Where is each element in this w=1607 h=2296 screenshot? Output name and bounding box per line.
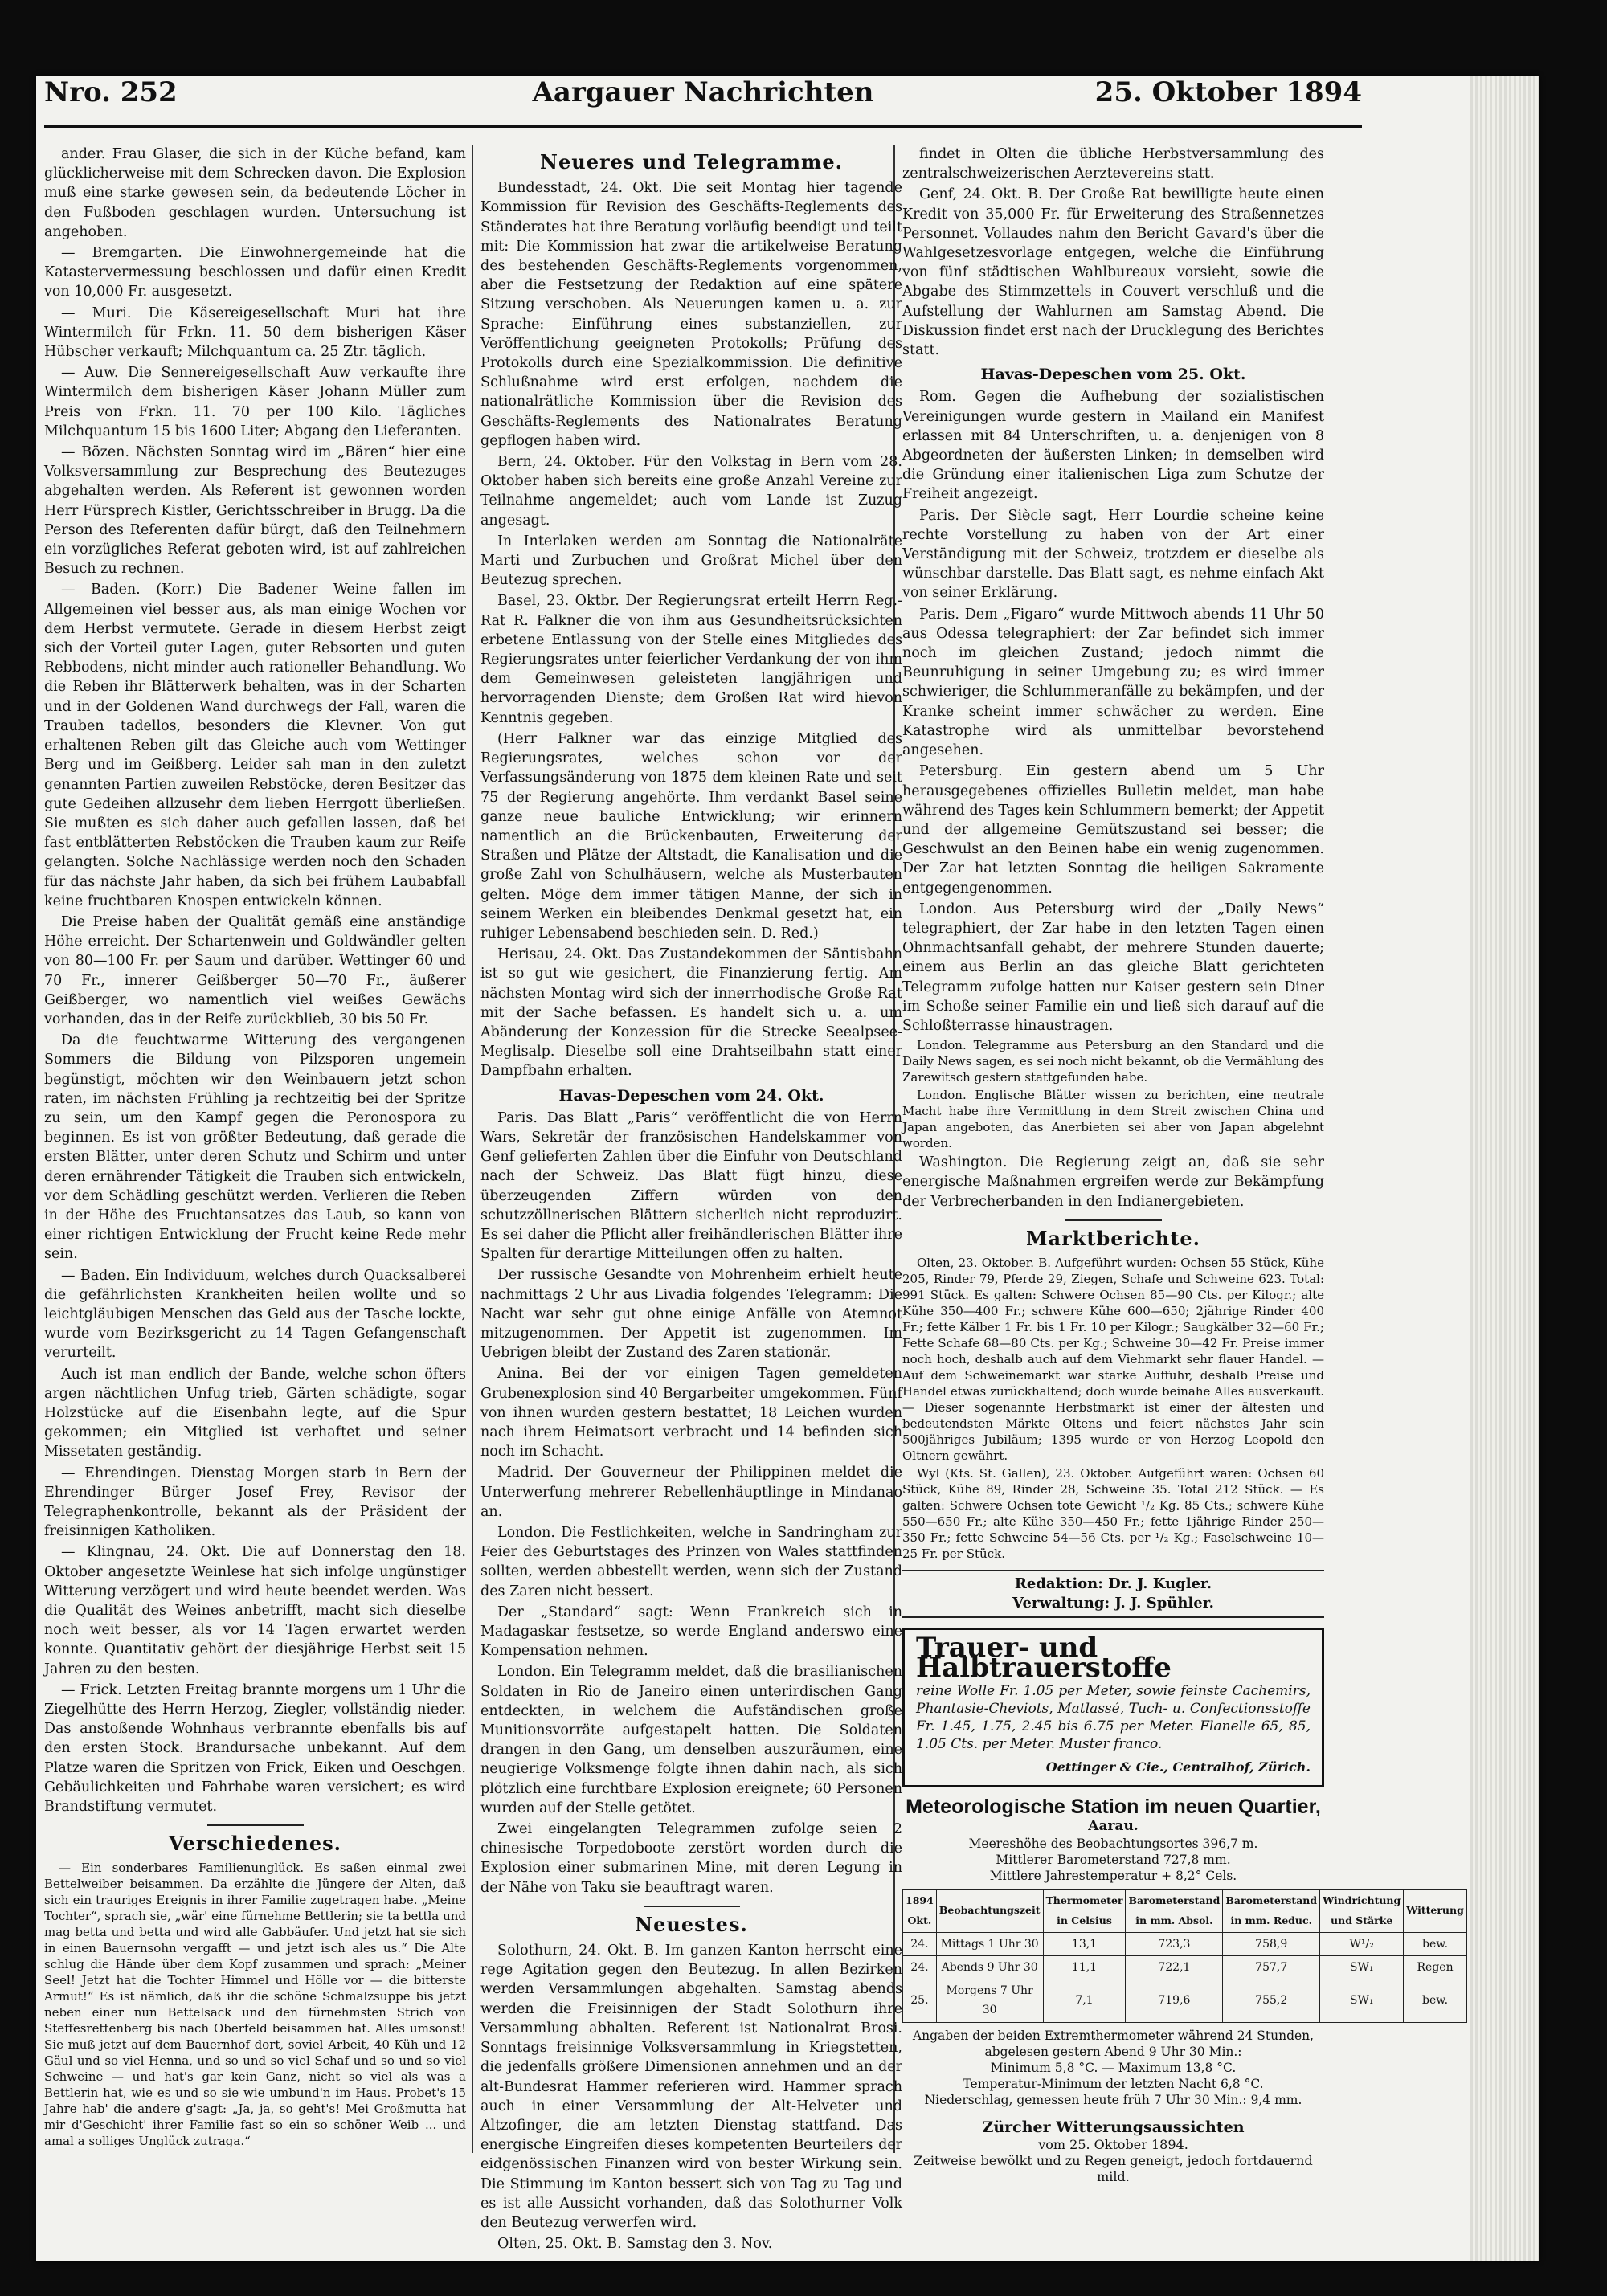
meteo-line: Temperatur-Minimum der letzten Nacht 6,8 °C.: [963, 2076, 1264, 2091]
article-paragraph: Rom. Gegen die Aufhebung der sozialistischen Vereinigungen wurde gestern in Mailand ein Manifest erlassen mit 84 Unterschriften, u. a. denjenigen von 8 Abgeordneten der äußersten Linken; in demselben wird die Gründung einer italienischen Liga zum Schutze der Freiheit angezeigt.: [902, 389, 1324, 503]
section-heading-telegramme: Neueres und Telegramme.: [540, 150, 843, 174]
meteo-line: Meereshöhe des Beobachtungsortes 396,7 m.: [968, 1836, 1258, 1852]
meteo-line: Minimum 5,8 °C. — Maximum 13,8 °C.: [990, 2060, 1237, 2075]
article-paragraph: Genf, 24. Okt. B. Der Große Rat bewilligte heute einen Kredit von 35,000 Fr. für Erweiterung des Straßennetzes Personnet. Vollaudes nahm den Bericht Gavard's über die Wahlgesetzesvorlage entgegen, welche die Einführung von fünf städtischen Wahlbureaux vorsieht, sowie die Abgabe des Stimmzettels in Couvert verschluß und die Aufstellung der Wahlurnen am Samstag Abend. Die Diskussion findet erst nach der Drucklegung des Berichtes statt.: [902, 186, 1324, 359]
article-paragraph: London. Die Festlichkeiten, welche in Sandringham zur Feier des Geburtstages des Prinzen von Wales stattfinden sollten, werden abbestellt werden, wenn sich der Zustand des Zaren nicht bessert.: [480, 1525, 902, 1599]
page-edge-stack: [1470, 76, 1539, 2261]
table-cell: 24.: [903, 1932, 937, 1955]
advertisement-trauerstoffe: [902, 1628, 1324, 1787]
article-paragraph: — Bözen. Nächsten Sonntag wird im „Bären“ hier eine Volksversammlung zur Besprechung des Beutezuges abgehalten werden. Als Referent ist gewonnen worden Herr Fürsprech Kistler, Gerichtsschreiber in Brugg. Da die Person des Referenten dafür bürgt, daß den Teilnehmern ein vorzügliches Referat geboten wird, ist auf zahlreichen Besuch zu rechnen.: [44, 444, 466, 578]
forecast-text: Zeitweise bewölkt und zu Regen geneigt, jedoch fortdauernd mild.: [914, 2152, 1313, 2184]
article-paragraph: Die Preise haben der Qualität gemäß eine anständige Höhe erreicht. Der Schartenwein und Goldwändler gelten von 80—100 Fr. per Saum und darüber. Wettinger 60 und 70 Fr., innerer Geißberger 50—70 Fr., äußerer Geißberger, wo namentlich viel weißes Gewächs vorhanden, das in der Reife zurückblieb, 30 bis 50 Fr.: [44, 913, 466, 1027]
forecast-title: Zürcher Witterungsaussichten: [982, 2118, 1245, 2136]
section-heading-verschiedenes: Verschiedenes.: [169, 1832, 341, 1856]
column-3: [902, 145, 1464, 2185]
section-heading-marktberichte: Marktberichte.: [1025, 1226, 1201, 1250]
table-cell: 719,6: [1126, 1979, 1223, 2022]
article-paragraph: London. Ein Telegramm meldet, daß die brasilianischen Soldaten in Rio de Janeiro einen unterirdischen Gang entdeckten, in welchem die Aufständischen große Munitionsvorräte aufgestapelt hatten. Die Soldaten drangen in den Gang, um denselben auszuräumen, eine neugierige Volksmenge folgte ihnen dahin nach, als sich plötzlich eine furchtbare Explosion ereignete; 60 Personen wurden auf der Stelle getötet.: [480, 1664, 902, 1816]
table-cell: 723,3: [1126, 1932, 1223, 1955]
table-cell: Regen: [1404, 1955, 1467, 1979]
table-row: [903, 1955, 1467, 1979]
article-paragraph: — Ehrendingen. Dienstag Morgen starb in Bern der Ehrendinger Bürger Josef Frey, Revisor der Telegraphenkontrolle, bekannt als der Präsident der freisinnigen Katholiken.: [44, 1465, 466, 1540]
column-header: Barometerstand in mm. Absol.: [1126, 1890, 1223, 1932]
meteo-title: Meteorologische Station im neuen Quartier,: [906, 1795, 1321, 1818]
table-cell: 24.: [903, 1955, 937, 1979]
table-cell: Morgens 7 Uhr 30: [936, 1979, 1043, 2022]
meteo-line: Mittlere Jahrestemperatur + 8,2° Cels.: [989, 1869, 1237, 1884]
column-header: Thermometer in Celsius: [1043, 1890, 1126, 1932]
article-paragraph: — Klingnau, 24. Okt. Die auf Donnerstag den 18. Oktober angesetzte Weinlese hat sich infolge ungünstiger Witterung verzögert und wird heute beendet werden. Was die Qualität des Weines anbetrifft, macht sich dieselbe noch weit besser, als vor 14 Tagen erwartet werden konnte. Quantitativ gehört der diesjährige Herbst seit 15 Jahren zu den besten.: [44, 1544, 466, 1677]
article-paragraph: — Frick. Letzten Freitag brannte morgens um 1 Uhr die Ziegelhütte des Herrn Herzog, Ziegler, vollständig nieder. Das anstoßende Wohnhaus verbrannte ebenfalls bis auf den ersten Stock. Brandursache unbekannt. Auf dem Platze waren die Spritzen von Frick, Eiken und Oeschgen. Gebäulichkeiten und Fahrhabe waren versichert; es wird Brandstiftung vermutet.: [44, 1681, 466, 1816]
article-paragraph: — Auw. Die Sennereigesellschaft Auw verkaufte ihre Wintermilch dem bisherigen Käser Johann Müller zum Preis von Frkn. 11. 70 per 100 Kilo. Tägliches Milchquantum 15 bis 1600 Liter; Abgang den Lieferanten.: [44, 365, 466, 439]
column-header: Beobachtungszeit: [936, 1890, 1043, 1932]
issue-number: Nro. 252: [44, 76, 178, 108]
table-cell: 25.: [903, 1979, 937, 2022]
column-header: Witterung: [1404, 1890, 1467, 1932]
article-paragraph: Solothurn, 24. Okt. B. Im ganzen Kanton herrscht eine rege Agitation gegen den Beutezug. In allen Bezirken werden Versammlungen abgehalten. Samstag abends werden die Freisinnigen der Stadt Solothurn ihre Versammlung abhalten. Referent ist Nationalrat Brosi. Sonntags freisinnige Volksversammlung in Kriegstetten, die jedenfalls größere Dimensionen annehmen und an der alt-Bundesrat Hammer referieren wird. Hammer sprach auch in einer Versammlung der Alt-Helveter und Altzofinger, die am letzten Dienstag stattfand. Das energische Eingreifen dieses kompetenten Beurteilers der eidgenössischen Finanzen wird von bester Wirkung sein. Die Stimmung im Kanton bessert sich von Tag zu Tag und es ist alle Aussicht vorhanden, daß das Solothurner Volk den Beutezug verwerfen wird.: [480, 1943, 902, 2231]
masthead: [44, 76, 1362, 125]
table-cell: bew.: [1404, 1932, 1467, 1955]
newspaper-title: Aargauer Nachrichten: [532, 76, 874, 108]
article-paragraph: Paris. Der Siècle sagt, Herr Lourdie scheine keine rechte Vorstellung zu haben von der Art einer Verständigung mit der Schweiz, trotzdem er dieselbe als wünschbar darstelle. Das Blatt sagt, es nehme einfach Akt von seiner Erklärung.: [902, 507, 1324, 602]
article-paragraph: — Baden. (Korr.) Die Badener Weine fallen im Allgemeinen viel besser aus, als man einige Wochen vor dem Herbst vermutete. Gerade in diesem Herbst zeigt sich der Vorteil guter Lagen, guter Rebsorten und guten Rebbodens, nicht minder auch rationeller Behandlung. Wo die Reben ihr Blätterwerk behalten, was in der Scharten und in der Goldenen Wand durchwegs der Fall, waren die Trauben tadellos, besonders die Klevner. Von gut erhaltenen Reben gilt das Gleiche auch vom Wettinger Berg und im Geißberg. Leider sah man in den zuletzt genannten Partien zuweilen Rebstöcke, deren Besitzer das gute Gedeihen allzusehr dem lieben Herrgott überließen. Sie mußten es sich daher auch gefallen lassen, daß bei fast entblätterten Rebstöcken die Trauben kaum zur Reife gelangten. Solche Nachlässige werden noch den Schaden für das nächste Jahr haben, da sich bei frühem Laubabfall keine fruchtbaren Knospen entwickeln können.: [44, 582, 466, 909]
article-paragraph: Da die feuchtwarme Witterung des vergangenen Sommers die Bildung von Pilzsporen ungemein begünstigt, möchten wir den Weinbauern jetzt schon raten, im nächsten Frühling ja rechtzeitig bei der Spritze zu sein, um den Kampf gegen die Peronospora zu beginnen. Es ist von größter Bedeutung, daß gerade die ersten Blätter, unter deren Schutz und Schirm und unter deren ernährender Tätigkeit die Trauben sich entwickeln, vor dem Schädling geschützt werden. Verlieren die Reben in der Höhe des Fruchtansatzes das Laub, so kann von einer richtigen Entwicklung der Frucht keine Rede mehr sein.: [44, 1032, 466, 1263]
issue-date: 25. Oktober 1894: [1094, 76, 1362, 108]
section-rule: [207, 1824, 304, 1826]
article-paragraph: Bern, 24. Oktober. Für den Volkstag in Bern vom 28. Oktober haben sich bereits eine große Anzahl Vereine zur Teilnahme angemeldet; auch vom Lande ist Zuzug angesagt.: [480, 454, 902, 529]
article-paragraph: Der „Standard“ sagt: Wenn Frankreich sich in Madagaskar festsetze, so werde England anderswo eine Kompensation nehmen.: [480, 1604, 902, 1660]
article-paragraph: Madrid. Der Gouverneur der Philippinen meldet die Unterwerfung mehrerer Rebellenhäuptlinge in Mindanao an.: [480, 1465, 902, 1520]
article-paragraph: London. Telegramme aus Petersburg an den Standard und die Daily News sagen, es sei noch nicht bekannt, ob die Vermählung des Zarewitsch gestern stattgefunden habe.: [902, 1038, 1324, 1085]
table-row: [903, 1932, 1467, 1955]
article-paragraph: Der russische Gesandte von Mohrenheim erhielt heute nachmittags 2 Uhr aus Livadia folgendes Telegramm: Die Nacht war sehr gut ohne einige Anfälle von Atemnot mitzugenommen. Der Appetit ist zugenommen. Im Uebrigen bleibt der Zustand des Zaren stationär.: [480, 1267, 902, 1362]
article-paragraph: findet in Olten die übliche Herbstversammlung des zentralschweizerischen Aerztevereins statt.: [902, 146, 1324, 182]
article-paragraph: — Muri. Die Käsereigesellschaft Muri hat ihre Wintermilch für Frkn. 11. 50 dem bisherigen Käser Hübscher verkauft; Milchquantum ca. 25 Ztr. täglich.: [44, 304, 466, 361]
column-2: [480, 145, 902, 2255]
verwaltung-line: Verwaltung: J. J. Spühler.: [1012, 1595, 1214, 1612]
article-paragraph: Paris. Das Blatt „Paris“ veröffentlicht die von Herrn Wars, Sekretär der französischen Handelskammer von Genf gelieferten Zahlen über die Einfuhr von Deutschland nach der Schweiz. Das Blatt fügt hinzu, diese überzeugenden Ziffern würden von den schutzzöllnerischen Blättern sicherlich nicht reproduzirt. Es sei daher die Pflicht aller freihändlerischen Blätter ihre Spalten für derartige Mitteilungen offen zu halten.: [480, 1109, 902, 1263]
table-cell: 758,9: [1223, 1932, 1320, 1955]
forecast-date: vom 25. Oktober 1894.: [1038, 2136, 1188, 2152]
article-paragraph: Washington. Die Regierung zeigt an, daß sie sehr energische Maßnahmen ergreifen werde zur Bekämpfung der Verbrecherbanden in den Indianergebieten.: [902, 1154, 1324, 1210]
article-paragraph: Paris. Dem „Figaro“ wurde Mittwoch abends 11 Uhr 50 aus Odessa telegraphiert: der Zar befindet sich immer noch im gleichen Zustand; jedoch nimmt die Beunruhigung in seiner Umgebung zu; es wird immer schwieriger, die Schlummeranfälle zu bekämpfen, und der Kranke scheint immer schwächer zu werden. Eine Katastrophe wird als unmittelbar bevorstehend angesehen.: [902, 606, 1324, 759]
column-header: 1894 Okt.: [903, 1890, 937, 1932]
ad-firm: Oettinger & Cie., Centralhof, Zürich.: [1045, 1759, 1311, 1775]
article-paragraph: Bundesstadt, 24. Okt. Die seit Montag hier tagende Kommission für Revision des Geschäfts-Reglements des Ständerates hat ihre Beratung vorläufig beendigt und teilt mit: Die Kommission hat zwar die artikelweise Beratung des bestehenden Geschäfts-Reglements vorgenommen, aber die Festsetzung der Redaktion auf eine spätere Sitzung verschoben. Als Neuerungen kamen u. a. zur Sprache: Einführung eines substanziellen, zur Veröffentlichung geeigneten Protokolls; Prüfung des Protokolls durch eine Spezialkommission. Die definitive Schlußnahme wird erst erfolgen, nachdem die nationalrätliche Kommission über die Revision des Geschäfts-Reglements des Nationalrates Beratung gepflogen haben wird.: [480, 180, 902, 449]
column-header: Windrichtung und Stärke: [1320, 1890, 1404, 1932]
meteo-line: Mittlerer Barometerstand 727,8 mm.: [996, 1853, 1231, 1868]
section-rule: [1065, 1219, 1162, 1221]
table-cell: bew.: [1404, 1979, 1467, 2022]
article-paragraph: Basel, 23. Oktbr. Der Regierungsrat erteilt Herrn Reg.-Rat R. Falkner die von ihm aus Gesundheitsrücksichten erbetene Entlassung von der Stelle eines Mitgliedes des Regierungsrates unter feierlicher Verdankung der von ihm dem Gemeinwesen geleisteten langjährigen und hervorragenden Dienste; dem Großen Rat wird hievon Kenntnis gegeben.: [480, 593, 902, 726]
meteo-place: Aarau.: [1088, 1818, 1139, 1835]
weather-station-box: [902, 1795, 1464, 2108]
redaktion-line: Redaktion: Dr. J. Kugler.: [1014, 1575, 1212, 1592]
table-cell: 11,1: [1043, 1955, 1126, 1979]
subheading-havas-24: Havas-Depeschen vom 24. Okt.: [558, 1086, 824, 1105]
section-rule: [644, 1906, 740, 1907]
masthead-rule: [44, 125, 1362, 128]
article-paragraph: Auch ist man endlich der Bande, welche schon öfters argen nächtlichen Unfug trieb, Gärten schädigte, sogar Holzstücke auf die Eisenbahn legte, auf die Spur gekommen; ein Mitglied ist verhaftet und seiner Missetaten geständig.: [44, 1366, 466, 1461]
article-paragraph: London. Aus Petersburg wird der „Daily News“ telegraphiert, der Zar habe in den letzten Tagen einen Ohnmachtsanfall gehabt, der mehrere Stunden dauerte; einem aus Berlin an das gleiche Blatt gerichteten Telegramm zufolge hatten nur Kaiser gestern sein Diner im Schoße seiner Familie ein und ließ sich darauf auf die Schloßterrasse hinaustragen.: [902, 901, 1324, 1034]
table-cell: 757,7: [1223, 1955, 1320, 1979]
article-paragraph: Olten, 25. Okt. B. Samstag den 3. Nov.: [497, 2236, 773, 2253]
meteo-line: Angaben der beiden Extremthermometer während 24 Stunden, abgelesen gestern Abend 9 Uhr 30 Min.:: [912, 2028, 1315, 2059]
column-header: Barometerstand in mm. Reduc.: [1223, 1890, 1320, 1932]
article-paragraph: — Bremgarten. Die Einwohnergemeinde hat die Katastervermessung beschlossen und dafür einen Kredit von 10,000 Fr. ausgesetzt.: [44, 245, 466, 300]
column-divider: [472, 145, 473, 2153]
table-cell: W¹/₂: [1320, 1932, 1404, 1955]
article-paragraph: London. Englische Blätter wissen zu berichten, eine neutrale Macht habe ihre Vermittlung in dem Streit zwischen China und Japan angeboten, das Anerbieten sei aber von Japan abgelehnt worden.: [902, 1088, 1324, 1151]
table-cell: SW₁: [1320, 1979, 1404, 2022]
article-paragraph: — Ein sonderbares Familienunglück. Es saßen einmal zwei Bettelweiber beisammen. Da erzählte die Jüngere der Alten, daß sich ein trauriges Ereignis in ihrer Familie zugetragen habe. „Meine Tochter“, sprach sie, „wär' eine fürnehme Bettlerin; sie ta bettla und mag betta und betta und wird alle Gabbäufer. Und jetzt hat sie sich in einen Bauernsohn vergafft — und jetzt isch ales us.“ Die Alte schlug die Hände über dem Kopf zusammen und sprach: „Meiner Seel! Jetzt hat die Tochter Himmel und Hölle vor — die bitterste Armut!“ Es ist nämlich, daß ihr die schöne Schmalzsuppe bis jetzt neben einer nun Bettelsack und den fürnehmsten Strich von Steffesrettenberg bis nach Oberfeld beisammen hat. Alles umsonst! Sie muß jetzt auf dem Bauernhof dort, soviel Arbeit, 40 Küh und 12 Gäul und so viel Henna, und so und so viel Schaf und so und so viel Schweine — und hat's gar kein Ganz, nicht so viel als was a Bettlerin hat, wie es und so sie wie umbund'n im Haus. Probet's 15 Jahre hab' die andere g'sagt: „Ja, ja, so geht's! Mei Großmutta hat mir d'Geschicht' ihrer Familie fast so ein so schöner Weib ... und amal a solliges Unglück zutraga.“: [44, 1861, 466, 2149]
section-heading-neuestes: Neuestes.: [635, 1912, 748, 1936]
subheading-havas-25: Havas-Depeschen vom 25. Okt.: [980, 366, 1246, 384]
table-cell: 755,2: [1223, 1979, 1320, 2022]
weather-table: [902, 1889, 1467, 2022]
market-report: Olten, 23. Oktober. B. Aufgeführt wurden: Ochsen 55 Stück, Kühe 205, Rinder 79, Pferde 29, Ziegen, Schafe und Schweine 623. Total: 991 Stück. Es galten: Schwere Ochsen 85—90 Cts. per Kilogr.; alte Kühe 350—400 Fr.; schwere Kühe 600—650; 2jährige Rinder 400 Fr.; fette Kälber 1 Fr. bis 1 Fr. 10 per Kilogr.; Saugkälber 32—60 Fr.; Fette Schafe 68—80 Cts. per Kg.; Schweine 30—42 Fr. Preise immer noch hoch, deshalb auch auf dem Viehmarkt sehr flauer Handel. — Auf dem Schweinemarkt war starke Auffuhr, deshalb Preise und Handel etwas zurückhaltend; doch wurde beinahe Alles ausverkauft. — Dieser sogenannte Herbstmarkt ist einer der ältesten und bedeutendsten Märkte Oltens und feiert nächstes Jahr sein 500jähriges Jubiläum; 1395 wurde er von Herzog Leopold den Oltnern gewährt.: [902, 1255, 1324, 1463]
article-paragraph: — Baden. Ein Individuum, welches durch Quacksalberei die gefährlichsten Krankheiten heilen wollte und so leichtgläubigen Menschen das Geld aus der Tasche lockte, wurde vom Bezirksgericht zu 14 Tagen Gefangenschaft verurteilt.: [44, 1267, 466, 1362]
table-cell: Mittags 1 Uhr 30: [936, 1932, 1043, 1955]
table-cell: 13,1: [1043, 1932, 1126, 1955]
editorial-credit: [902, 1570, 1324, 1618]
article-paragraph: In Interlaken werden am Sonntag die Nationalräte Marti und Zurbuchen und Großrat Michel über den Beutezug sprechen.: [480, 533, 902, 589]
article-paragraph: Herisau, 24. Okt. Das Zustandekommen der Säntisbahn ist so gut wie gesichert, die Finanzierung fertig. Am nächsten Montag wird sich der innerrhodische Große Rat mit der Sache befassen. Es handelt sich u. a. um Abänderung der Konzession für die Strecke Seealpsee-Meglisalp. Dieselbe soll eine Drahtseilbahn statt einer Dampfbahn erhalten.: [480, 946, 902, 1080]
article-paragraph: Anina. Bei der vor einigen Tagen gemeldeten Grubenexplosion sind 40 Bergarbeiter umgekommen. Fünf von ihnen wurden gestern bestattet; 18 Leichen wurden nach ihrem Heimatsort verbracht und 14 befinden sich noch im Schacht.: [480, 1366, 902, 1461]
table-cell: 722,1: [1126, 1955, 1223, 1979]
ad-title: Trauer- und Halbtrauerstoffe: [916, 1632, 1172, 1684]
table-cell: 7,1: [1043, 1979, 1126, 2022]
ad-text: reine Wolle Fr. 1.05 per Meter, sowie feinste Cachemirs, Phantasie-Cheviots, Matlassé, Tuch- u. Confectionsstoffe Fr. 1.45, 1.75, 2.45 bis 6.75 per Meter. Flanelle 65, 85, 1.05 Cts. per Meter. Muster franco.: [916, 1682, 1311, 1752]
table-cell: SW₁: [1320, 1955, 1404, 1979]
table-cell: Abends 9 Uhr 30: [936, 1955, 1043, 1979]
article-paragraph: Zwei eingelangten Telegrammen zufolge seien 2 chinesische Torpedoboote zerstört worden durch die Explosion einer submarinen Mine, mit deren Legung in der Nähe von Taku sie beauftragt waren.: [480, 1821, 902, 1896]
table-header-row: [903, 1890, 1467, 1932]
column-1: [44, 145, 466, 2151]
market-report: Wyl (Kts. St. Gallen), 23. Oktober. Aufgeführt waren: Ochsen 60 Stück, Kühe 89, Rinder 28, Schweine 35. Total 212 Stück. — Es galten: Schwere Ochsen tote Gewicht ¹/₂ Kg. 85 Cts.; schwere Kühe 550—650 Fr.; alte Kühe 350—450 Fr.; fette 1jährige Rinder 250—350 Fr.; fette Schweine 54—56 Cts. per ¹/₂ Kg.; Faselschweine 10—25 Fr. per Stück.: [902, 1465, 1324, 1561]
article-paragraph: ander. Frau Glaser, die sich in der Küche befand, kam glücklicherweise mit dem Schrecken davon. Die Explosion muß eine starke gewesen sein, da bedeutende Löcher in den Fußboden geschlagen wurden. Untersuchung ist angehoben.: [44, 146, 466, 240]
table-row: [903, 1979, 1467, 2022]
article-paragraph: Petersburg. Ein gestern abend um 5 Uhr herausgegebenes offizielles Bulletin meldet, man habe während des Tages kein Schlummern bemerkt; der Appetit und der allgemeine Gemütszustand sei besser; die Geschwulst an den Beinen habe ein wenig zugenommen. Der Zar hat letzten Sonntag die heiligen Sakramente entgegengenommen.: [902, 763, 1324, 897]
article-paragraph: (Herr Falkner war das einzige Mitglied des Regierungsrates, welches schon vor der Verfassungsänderung von 1875 dem kleinen Rate und seit 75 der Regierung angehörte. Ihm verdankt Basel seine ganze neue bauliche Entwicklung; wir erinnern namentlich an die Brückenbauten, Erweiterung der Straßen und Plätze der Altstadt, die Kanalisation und die große Zahl von Schulhäusern, welche als Musterbauten gelten. Möge dem immer tätigen Manne, der sich in seinem Werken ein bleibendes Denkmal gesetzt hat, ein ruhiger Lebensabend beschieden sein. D. Red.): [480, 730, 902, 942]
meteo-line: Niederschlag, gemessen heute früh 7 Uhr 30 Min.: 9,4 mm.: [924, 2092, 1302, 2107]
